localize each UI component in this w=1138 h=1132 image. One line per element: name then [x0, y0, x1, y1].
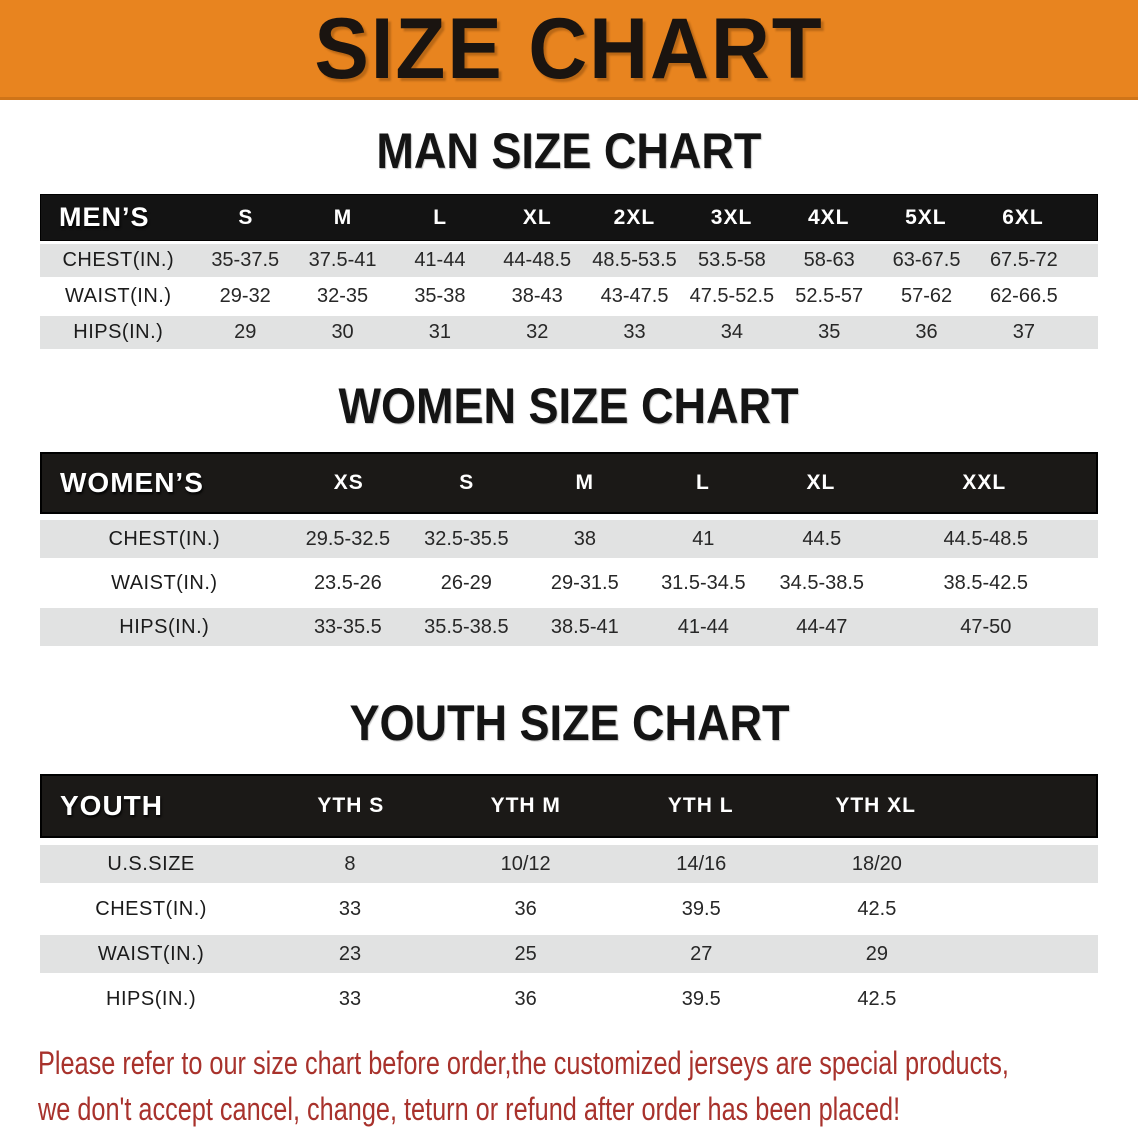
measurement-row [40, 564, 1098, 602]
youth-size-table [40, 774, 1098, 1018]
table-group-label: YOUTH [60, 790, 163, 821]
size-column-header: XXL [962, 471, 1007, 494]
measurement-value-cell: 44.5-48.5 [943, 527, 1029, 550]
measurement-row [40, 244, 1098, 277]
measurement-value-cell: 35-38 [414, 285, 466, 307]
measurement-value-cell: 34.5-38.5 [779, 571, 865, 594]
measurement-value-cell: 38 [573, 527, 596, 550]
measurement-value-cell: 58-63 [803, 249, 855, 271]
page-title: SIZE CHART [314, 0, 824, 97]
women-section [0, 378, 1138, 646]
measurement-row [40, 316, 1098, 349]
measurement-value-cell: 43-47.5 [600, 285, 669, 307]
men-section-heading [0, 123, 1138, 179]
measurement-value-cell: 41-44 [677, 615, 729, 638]
women-size-table [40, 452, 1098, 646]
size-column-header: 5XL [905, 205, 947, 229]
measurement-value-cell: 41 [692, 527, 715, 550]
size-chart-banner [0, 0, 1138, 100]
size-column-header: 6XL [1002, 205, 1044, 229]
measurement-value-cell: 29 [865, 942, 888, 965]
measurement-row [40, 890, 1098, 928]
size-column-header: S [238, 205, 254, 229]
measurement-label: HIPS(IN.) [73, 321, 164, 343]
measurement-value-cell: 36 [514, 987, 537, 1010]
size-column-header: XL [522, 205, 552, 229]
youth-section-heading [0, 695, 1138, 751]
measurement-value-cell: 37.5-41 [308, 249, 377, 271]
size-column-header: YTH L [667, 794, 734, 817]
measurement-value-cell: 35.5-38.5 [424, 615, 509, 638]
men-section-heading-text: MAN SIZE CHART [376, 123, 762, 179]
size-column-header: M [333, 205, 353, 229]
measurement-value-cell: 37 [1012, 321, 1035, 343]
size-column-header: YTH M [490, 794, 561, 817]
measurement-row [40, 608, 1098, 646]
measurement-value-cell: 67.5-72 [989, 249, 1058, 271]
measurement-value-cell: 26-29 [440, 571, 492, 594]
size-column-header: S [459, 471, 475, 494]
measurement-row [40, 280, 1098, 313]
size-column-header: 2XL [613, 205, 656, 229]
size-column-header: XL [806, 471, 836, 494]
measurement-value-cell: 35-37.5 [211, 249, 280, 271]
measurement-value-cell: 25 [514, 942, 537, 965]
measurement-value-cell: 38.5-42.5 [943, 571, 1029, 594]
size-column-header: 3XL [710, 205, 753, 229]
measurement-label: CHEST(IN.) [95, 897, 207, 920]
measurement-value-cell: 23.5-26 [313, 571, 382, 594]
measurement-row [40, 980, 1098, 1018]
size-column-header: YTH XL [835, 794, 916, 817]
measurement-value-cell: 42.5 [857, 987, 897, 1010]
measurement-value-cell: 39.5 [681, 987, 721, 1010]
measurement-value-cell: 29.5-32.5 [305, 527, 391, 550]
size-column-header: L [695, 471, 710, 494]
measurement-value-cell: 33 [623, 321, 646, 343]
measurement-value-cell: 34 [720, 321, 743, 343]
measurement-value-cell: 33-35.5 [313, 615, 382, 638]
measurement-label: U.S.SIZE [107, 852, 195, 875]
men-size-table [40, 194, 1098, 349]
measurement-value-cell: 32.5-35.5 [424, 527, 509, 550]
measurement-value-cell: 8 [344, 852, 356, 875]
measurement-value-cell: 31.5-34.5 [661, 571, 746, 594]
measurement-label: WAIST(IN.) [65, 285, 172, 307]
table-group-label: WOMEN’S [60, 467, 204, 498]
measurement-value-cell: 23 [338, 942, 362, 965]
measurement-value-cell: 42.5 [857, 897, 897, 920]
measurement-row [40, 520, 1098, 558]
measurement-value-cell: 30 [331, 321, 354, 343]
table-header-row [40, 194, 1098, 241]
measurement-value-cell: 63-67.5 [892, 249, 961, 271]
measurement-label: CHEST(IN.) [108, 527, 221, 550]
measurement-value-cell: 35 [818, 321, 841, 343]
disclaimer [38, 1040, 1100, 1132]
women-section-heading-text: WOMEN SIZE CHART [339, 378, 799, 434]
disclaimer-line-2: we don't accept cancel, change, teturn or refund after order has been placed! [38, 1091, 901, 1127]
measurement-label: HIPS(IN.) [119, 615, 210, 638]
measurement-value-cell: 14/16 [676, 852, 727, 875]
measurement-value-cell: 29 [234, 321, 257, 343]
measurement-value-cell: 32 [526, 321, 549, 343]
measurement-value-cell: 44-48.5 [503, 249, 572, 271]
measurement-label: HIPS(IN.) [106, 987, 197, 1010]
measurement-value-cell: 36 [915, 321, 938, 343]
women-section-heading [0, 378, 1138, 434]
measurement-value-cell: 38.5-41 [550, 615, 619, 638]
youth-section-heading-text: YOUTH SIZE CHART [348, 695, 790, 751]
measurement-row [40, 935, 1098, 973]
measurement-value-cell: 36 [514, 897, 537, 920]
measurement-value-cell: 62-66.5 [989, 285, 1058, 307]
measurement-value-cell: 47-50 [960, 615, 1012, 638]
measurement-value-cell: 44-47 [796, 615, 848, 638]
measurement-value-cell: 41-44 [414, 249, 466, 271]
table-header-row [40, 452, 1098, 514]
size-column-header: YTH S [317, 794, 385, 817]
measurement-value-cell: 32-35 [316, 285, 369, 307]
measurement-row [40, 845, 1098, 883]
measurement-value-cell: 57-62 [900, 285, 953, 307]
size-column-header: 4XL [807, 205, 850, 229]
measurement-value-cell: 39.5 [681, 897, 721, 920]
measurement-value-cell: 52.5-57 [795, 285, 864, 307]
table-header-row [40, 774, 1098, 838]
measurement-value-cell: 18/20 [851, 852, 902, 875]
measurement-value-cell: 53.5-58 [697, 249, 766, 271]
measurement-value-cell: 33 [338, 897, 362, 920]
measurement-value-cell: 44.5 [802, 527, 842, 550]
measurement-label: WAIST(IN.) [97, 942, 205, 965]
measurement-value-cell: 29-31.5 [550, 571, 619, 594]
measurement-label: CHEST(IN.) [62, 249, 175, 271]
disclaimer-line-1: Please refer to our size chart before order,the customized jerseys are special products, [38, 1045, 1009, 1081]
measurement-value-cell: 48.5-53.5 [592, 249, 677, 271]
size-column-header: M [575, 471, 595, 494]
youth-section [0, 695, 1138, 1018]
table-group-label: MEN’S [59, 202, 150, 232]
measurement-value-cell: 38-43 [511, 285, 563, 307]
size-column-header: L [433, 205, 448, 229]
measurement-value-cell: 27 [690, 942, 713, 965]
size-column-header: XS [333, 471, 364, 494]
measurement-value-cell: 31 [428, 321, 452, 343]
measurement-value-cell: 29-32 [219, 285, 271, 307]
measurement-value-cell: 10/12 [500, 852, 551, 875]
measurement-value-cell: 47.5-52.5 [689, 285, 775, 307]
men-section [0, 123, 1138, 349]
measurement-label: WAIST(IN.) [111, 571, 218, 594]
measurement-value-cell: 33 [338, 987, 362, 1010]
